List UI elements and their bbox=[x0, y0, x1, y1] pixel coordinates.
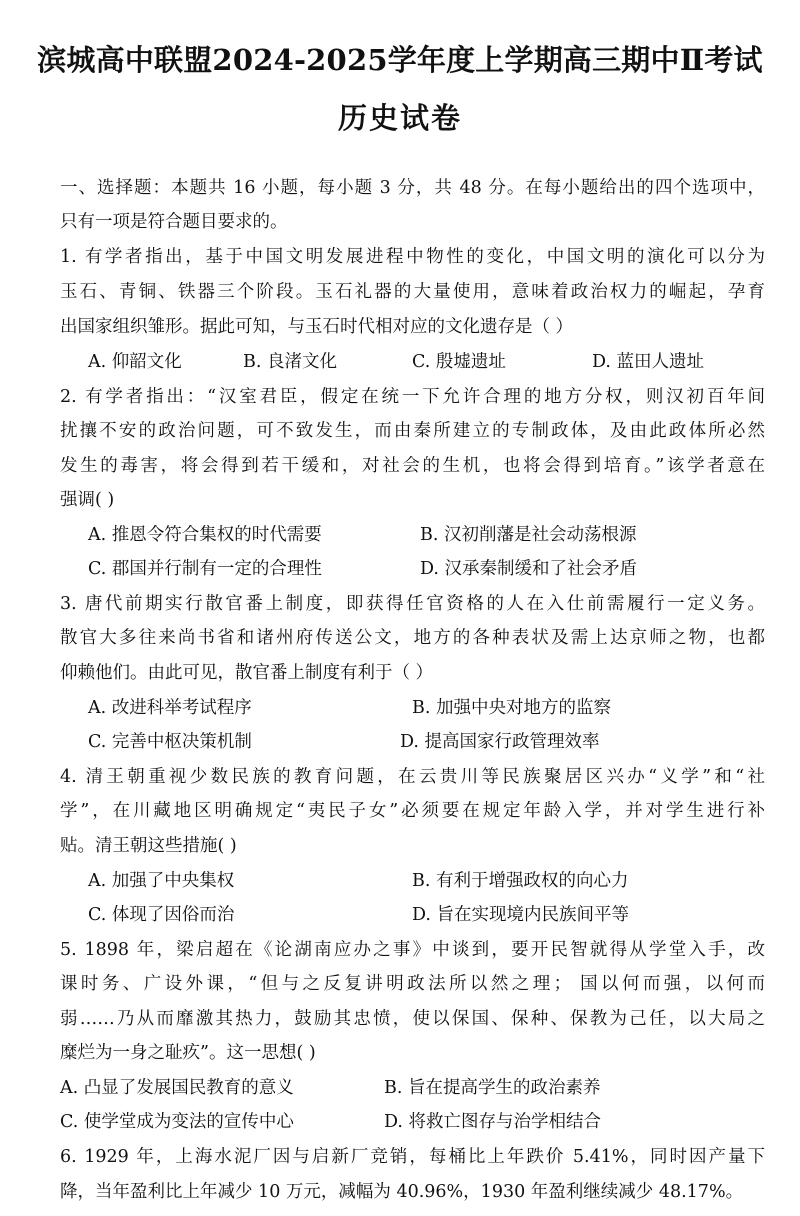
question-1-line-2: 玉石、青铜、铁器三个阶段。玉石礼器的大量使用，意味着政治权力的崛起，孕育 bbox=[60, 282, 765, 302]
question-3-option-a: A. 改进科举考试程序 bbox=[88, 698, 252, 718]
question-5-option-c: C. 使学堂成为变法的宣传中心 bbox=[60, 1112, 294, 1132]
question-1-option-d: D. 蓝田人遗址 bbox=[592, 352, 705, 372]
question-2-line-4: 强调( ) bbox=[60, 490, 115, 510]
question-3-line-1: 3. 唐代前期实行散官番上制度，即获得任官资格的人在入仕前需履行一定义务。 bbox=[60, 594, 765, 614]
question-3-line-2: 散官大多往来尚书省和诸州府传送公文，地方的各种表状及需上达京师之物，也都 bbox=[60, 628, 765, 648]
question-1-option-b: B. 良渚文化 bbox=[243, 352, 337, 372]
section-instruction-line-2: 只有一项是符合题目要求的。 bbox=[60, 212, 288, 232]
question-3-line-3: 仰赖他们。由此可见，散官番上制度有利于（ ） bbox=[60, 663, 434, 683]
question-1-option-a: A. 仰韶文化 bbox=[88, 352, 182, 372]
question-1-line-1: 1. 有学者指出，基于中国文明发展进程中物性的变化，中国文明的演化可以分为 bbox=[60, 247, 765, 267]
question-4-option-a: A. 加强了中央集权 bbox=[88, 871, 235, 891]
question-6-line-1: 6. 1929 年，上海水泥厂因与启新厂竞销，每桶比上年跌价 5.41%，同时因产量下 bbox=[60, 1147, 765, 1167]
section-instruction-line-1: 一、选择题：本题共 16 小题，每小题 3 分，共 48 分。在每小题给出的四个选项中， bbox=[60, 178, 765, 198]
question-4-line-2: 学”，在川藏地区明确规定“夷民子女”必须要在规定年龄入学，并对学生进行补 bbox=[60, 801, 765, 821]
question-3-option-c: C. 完善中枢决策机制 bbox=[88, 732, 252, 752]
question-4-option-b: B. 有利于增强政权的向心力 bbox=[412, 871, 629, 891]
question-4-line-3: 贴。清王朝这些措施( ) bbox=[60, 836, 237, 856]
question-5-line-1: 5. 1898 年，梁启超在《论湖南应办之事》中谈到，要开民智就得从学堂入手，改 bbox=[60, 940, 765, 960]
question-2-option-a: A. 推恩令符合集权的时代需要 bbox=[88, 525, 322, 545]
question-3-option-d: D. 提高国家行政管理效率 bbox=[400, 732, 600, 752]
exam-title: 滨城高中联盟2024-2025学年度上学期高三期中Ⅱ考试 bbox=[37, 43, 763, 77]
question-2-line-1: 2. 有学者指出：“汉室君臣，假定在统一下允许合理的地方分权，则汉初百年间 bbox=[60, 387, 765, 407]
question-5-line-3: 弱……乃从而靡激其热力，鼓励其忠愤，使以保国、保种、保教为己任，以大局之 bbox=[60, 1009, 765, 1029]
question-1-line-3: 出国家组织雏形。据此可知，与玉石时代相对应的文化遗存是（ ） bbox=[60, 317, 574, 337]
question-5-option-d: D. 将救亡图存与治学相结合 bbox=[384, 1112, 602, 1132]
question-5-line-2: 课时务、广设外课，“但与之反复讲明政法所以然之理； 国以何而强，以何而 bbox=[60, 974, 765, 994]
question-6-line-2: 降，当年盈利比上年减少 10 万元，减幅为 40.96%，1930 年盈利继续减少 48.17%。 bbox=[60, 1182, 744, 1202]
question-3-option-b: B. 加强中央对地方的监察 bbox=[412, 698, 611, 718]
exam-subtitle: 历史试卷 bbox=[337, 101, 462, 135]
question-2-option-c: C. 郡国并行制有一定的合理性 bbox=[88, 559, 322, 579]
question-4-line-1: 4. 清王朝重视少数民族的教育问题，在云贵川等民族聚居区兴办“义学”和“社 bbox=[60, 767, 765, 787]
question-5-option-b: B. 旨在提高学生的政治素养 bbox=[384, 1078, 601, 1098]
question-4-option-d: D. 旨在实现境内民族间平等 bbox=[412, 905, 630, 925]
question-5-line-4: 糜烂为一身之耻疚”。这一思想( ) bbox=[60, 1043, 316, 1063]
question-2-line-2: 扰攘不安的政治问题，可不致发生，而由秦所建立的专制政体，及由此政体所必然 bbox=[60, 421, 765, 441]
question-1-option-c: C. 殷墟遗址 bbox=[412, 352, 506, 372]
question-2-line-3: 发生的毒害，将会得到若干缓和，对社会的生机，也将会得到培育。”该学者意在 bbox=[60, 456, 765, 476]
question-2-option-b: B. 汉初削藩是社会动荡根源 bbox=[420, 525, 637, 545]
question-2-option-d: D. 汉承秦制缓和了社会矛盾 bbox=[420, 559, 638, 579]
question-5-option-a: A. 凸显了发展国民教育的意义 bbox=[60, 1078, 294, 1098]
question-4-option-c: C. 体现了因俗而治 bbox=[88, 905, 235, 925]
